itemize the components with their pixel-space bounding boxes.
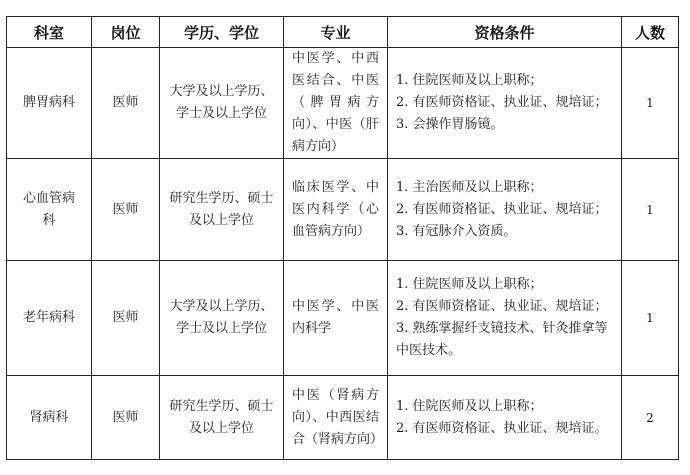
cell-major: 中医学、中医内科学 — [284, 261, 388, 376]
qualification-item: 3. 有冠脉介入资质。 — [396, 223, 517, 239]
cell-count: 1 — [622, 159, 679, 261]
cell-dept: 脾胃病科 — [7, 48, 92, 159]
cell-dept: 心血管病科 — [7, 159, 92, 261]
cell-qualifications — [388, 159, 622, 261]
header-qualifications: 资格条件 — [388, 17, 622, 48]
cell-major: 中医学、中西医结合、中医（脾胃病方向）、中医（肝病方向） — [284, 48, 388, 159]
table-row — [7, 376, 679, 460]
qualification-item: 3. 会操作胃肠镜。 — [396, 117, 504, 132]
cell-post: 医师 — [92, 48, 160, 159]
recruitment-table-container — [6, 16, 678, 460]
cell-qualifications — [388, 376, 622, 460]
cell-count: 1 — [622, 48, 679, 159]
cell-major: 临床医学、中医内科学（心血管病方向） — [284, 159, 388, 261]
table-row — [7, 261, 679, 376]
header-post: 岗位 — [92, 17, 160, 48]
cell-dept: 老年病科 — [7, 261, 92, 376]
cell-degree: 研究生学历、硕士及以上学位 — [160, 159, 284, 261]
cell-degree: 研究生学历、硕士及以上学位 — [160, 376, 284, 460]
cell-count: 1 — [622, 261, 679, 376]
cell-major: 中医（肾病方向）、中西医结合（肾病方向） — [284, 376, 388, 460]
cell-count: 2 — [622, 376, 679, 460]
qualification-item: 2. 有医师资格证、执业证、规培证； — [396, 201, 608, 217]
cell-degree: 大学及以上学历、学士及以上学位 — [160, 48, 284, 159]
cell-post: 医师 — [92, 376, 160, 460]
qualification-item: 1. 住院医师及以上职称； — [396, 277, 543, 292]
qualification-item: 1. 住院医师及以上职称； — [396, 73, 543, 88]
table-row — [7, 48, 679, 159]
header-row — [7, 17, 679, 48]
qualification-item: 1. 住院医师及以上职称； — [396, 398, 543, 414]
cell-qualifications — [388, 48, 622, 159]
recruitment-table — [6, 16, 679, 460]
header-dept: 科室 — [7, 17, 92, 48]
qualification-item: 1. 主治医师及以上职称； — [396, 179, 543, 195]
cell-qualifications — [388, 261, 622, 376]
table-row — [7, 159, 679, 261]
header-degree: 学历、学位 — [160, 17, 284, 48]
qualification-item: 2. 有医师资格证、执业证、规培证； — [396, 95, 608, 110]
qualification-item: 3. 熟练掌握纤支镜技术、针灸推拿等中医技术。 — [396, 321, 608, 358]
cell-dept: 肾病科 — [7, 376, 92, 460]
header-major: 专业 — [284, 17, 388, 48]
qualification-item: 2. 有医师资格证、执业证、规培证。 — [396, 420, 608, 436]
cell-post: 医师 — [92, 159, 160, 261]
header-count: 人数 — [622, 17, 679, 48]
cell-degree: 大学及以上学历、学士及以上学位 — [160, 261, 284, 376]
cell-post: 医师 — [92, 261, 160, 376]
qualification-item: 2. 有医师资格证、执业证、规培证； — [396, 299, 608, 314]
